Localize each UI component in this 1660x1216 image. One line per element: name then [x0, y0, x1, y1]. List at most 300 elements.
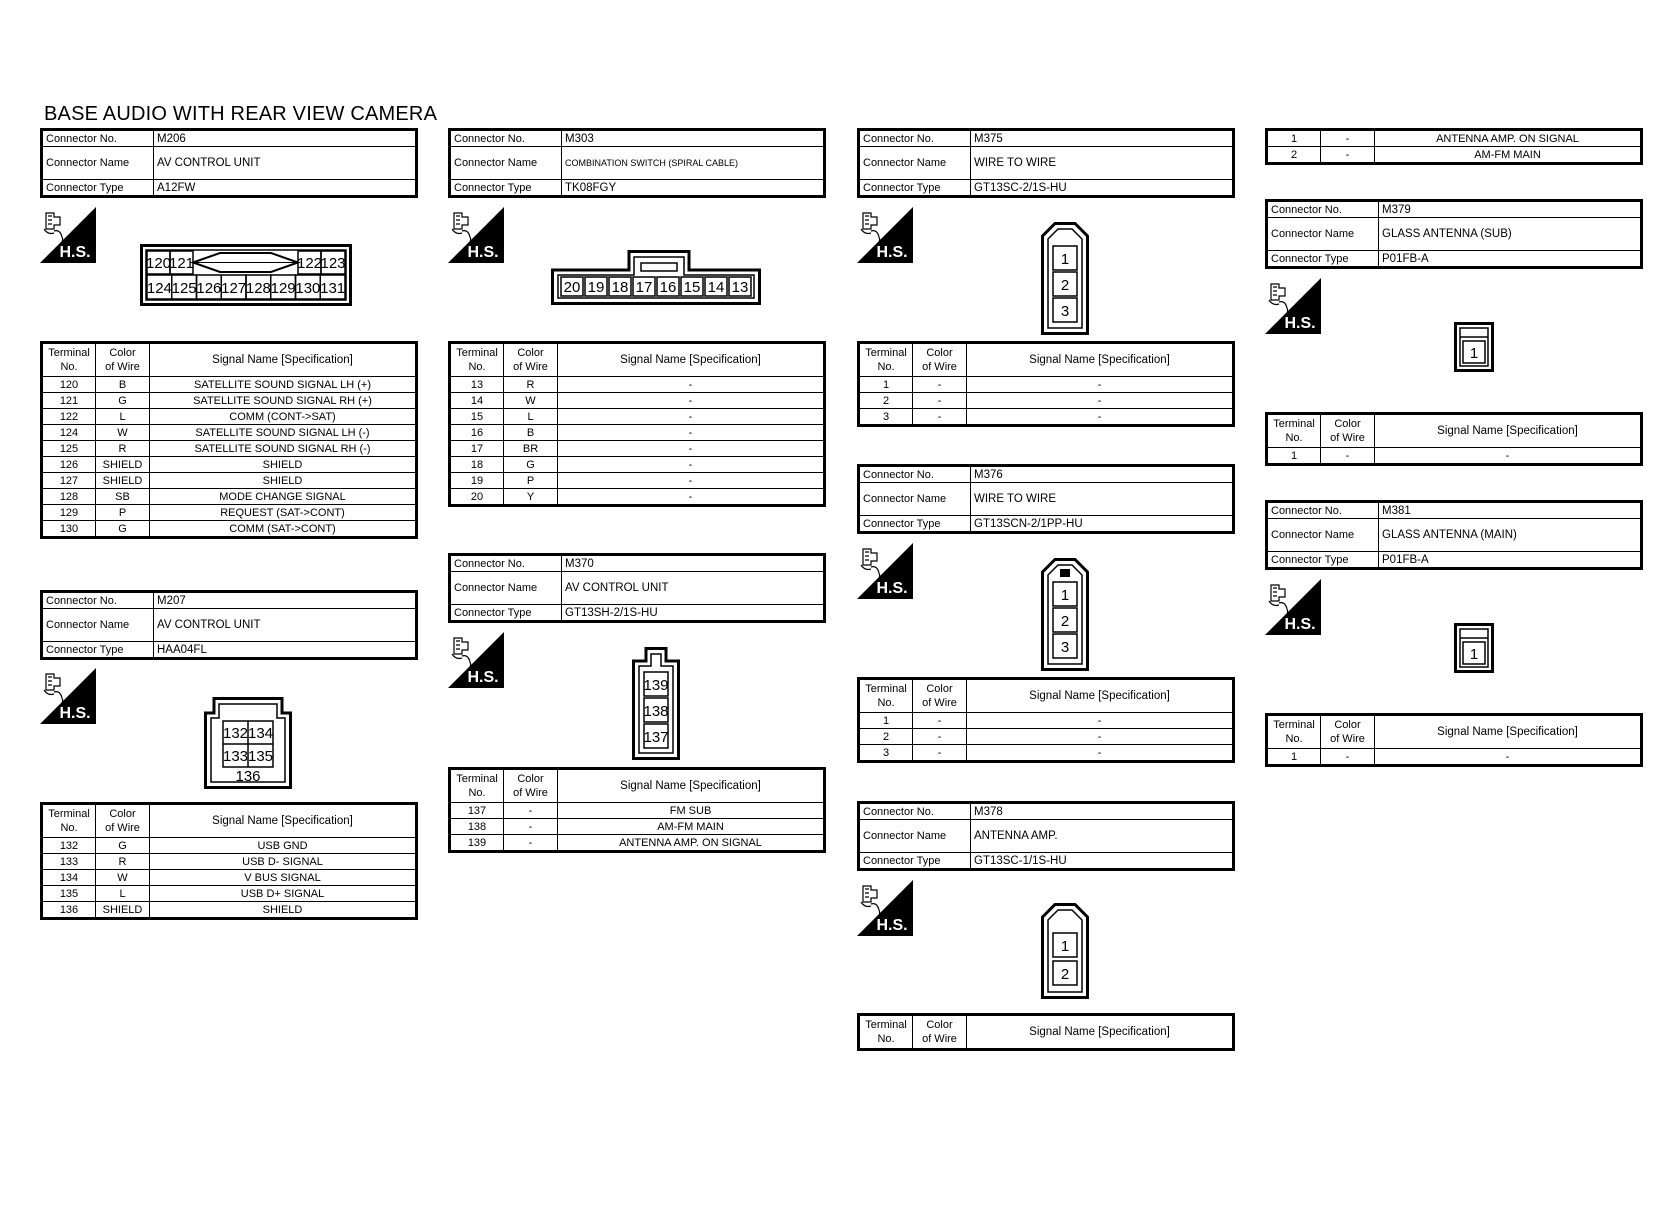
color-of-wire-header: Color of Wire	[504, 343, 558, 377]
connector-name-value: ANTENNA AMP.	[971, 820, 1234, 853]
terminal-no-cell: 134	[42, 870, 96, 886]
wire-color-cell: -	[913, 409, 967, 426]
wire-color-cell: BR	[504, 441, 558, 457]
terminal-no-cell: 137	[450, 803, 504, 819]
connector-name-label: Connector Name	[1267, 519, 1379, 552]
connector-no-value: M378	[971, 803, 1234, 820]
connector-block-m206	[40, 128, 418, 198]
connector-name-label: Connector Name	[859, 820, 971, 853]
pin-label: 2	[1060, 277, 1070, 294]
connector-no-value: M381	[1379, 502, 1642, 519]
terminal-table	[40, 802, 418, 920]
signal-name-cell: COMM (CONT->SAT)	[150, 409, 417, 425]
harness-side-icon	[857, 207, 913, 263]
wire-color-cell: W	[96, 870, 150, 886]
connector-block-m378	[857, 801, 1235, 871]
connector-type-label: Connector Type	[450, 180, 562, 197]
table-row	[42, 441, 417, 457]
connector-no-label: Connector No.	[859, 130, 971, 147]
connector-name-value: AV CONTROL UNIT	[154, 609, 417, 642]
signal-name-cell: COMM (SAT->CONT)	[150, 521, 417, 538]
signal-name-cell: FM SUB	[558, 803, 825, 819]
connector-name-label: Connector Name	[859, 147, 971, 180]
signal-name-cell: AM-FM MAIN	[558, 819, 825, 835]
table-row	[450, 835, 825, 852]
signal-name-cell: -	[558, 377, 825, 393]
wire-color-cell: B	[504, 425, 558, 441]
terminal-table	[857, 1013, 1235, 1051]
signal-name-cell: REQUEST (SAT->CONT)	[150, 505, 417, 521]
terminal-table	[448, 341, 826, 507]
pin-label: 138	[643, 703, 669, 720]
pin-label: 1	[1060, 938, 1070, 955]
pin-label: 139	[643, 677, 669, 694]
color-of-wire-header: Color of Wire	[96, 804, 150, 838]
terminal-no-cell: 16	[450, 425, 504, 441]
signal-name-cell: -	[558, 473, 825, 489]
signal-name-cell: -	[967, 745, 1234, 762]
connector-name-label: Connector Name	[1267, 218, 1379, 251]
wire-color-cell: -	[1321, 130, 1375, 147]
signal-name-header: Signal Name [Specification]	[150, 343, 417, 377]
connector-type-value: GT13SC-2/1S-HU	[971, 180, 1234, 197]
wire-color-cell: -	[913, 713, 967, 729]
table-row	[450, 377, 825, 393]
terminal-table	[40, 341, 418, 539]
wire-color-cell: -	[1321, 749, 1375, 766]
table-row	[859, 713, 1234, 729]
terminal-no-header: Terminal No.	[42, 343, 96, 377]
connector-type-value: P01FB-A	[1379, 251, 1642, 268]
connector-info-table	[40, 128, 418, 198]
connector-no-value: M379	[1379, 201, 1642, 218]
terminal-no-header: Terminal No.	[1267, 715, 1321, 749]
table-row	[42, 886, 417, 902]
wire-color-cell: G	[96, 521, 150, 538]
signal-name-cell: -	[967, 729, 1234, 745]
terminal-no-header: Terminal No.	[859, 1015, 913, 1050]
signal-name-cell: -	[1375, 749, 1642, 766]
connector-name-label: Connector Name	[859, 483, 971, 516]
wire-color-cell: G	[96, 393, 150, 409]
connector-diagram-m207	[204, 697, 292, 789]
signal-name-cell: -	[967, 713, 1234, 729]
terminal-table	[857, 341, 1235, 427]
svg-text:H.S.: H.S.	[59, 244, 91, 261]
connector-info-table	[40, 590, 418, 660]
connector-block-m376	[857, 464, 1235, 534]
connector-name-value: GLASS ANTENNA (MAIN)	[1379, 519, 1642, 552]
terminal-no-cell: 125	[42, 441, 96, 457]
color-of-wire-header: Color of Wire	[1321, 414, 1375, 448]
terminal-no-cell: 14	[450, 393, 504, 409]
terminal-table-m378-continued	[1265, 128, 1643, 165]
connector-info-table	[857, 128, 1235, 198]
wire-color-cell: -	[913, 745, 967, 762]
wire-color-cell: L	[96, 886, 150, 902]
pin-label: 130	[295, 280, 321, 297]
wire-color-cell: -	[913, 377, 967, 393]
harness-side-icon	[40, 668, 96, 724]
connector-diagram-m381	[1454, 623, 1494, 673]
terminal-no-cell: 128	[42, 489, 96, 505]
terminal-table-m381	[1265, 713, 1643, 767]
harness-side-icon	[448, 632, 504, 688]
pin-label: 13	[731, 279, 749, 296]
pin-label: 126	[196, 280, 222, 297]
connector-no-value: M370	[562, 555, 825, 572]
terminal-no-cell: 15	[450, 409, 504, 425]
connector-name-value: AV CONTROL UNIT	[154, 147, 417, 180]
signal-name-header: Signal Name [Specification]	[967, 1015, 1234, 1050]
signal-name-cell: -	[1375, 448, 1642, 465]
connector-name-label: Connector Name	[42, 147, 154, 180]
connector-type-value: GT13SH-2/1S-HU	[562, 605, 825, 622]
signal-name-cell: SATELLITE SOUND SIGNAL LH (-)	[150, 425, 417, 441]
connector-info-table	[1265, 199, 1643, 269]
table-row	[859, 377, 1234, 393]
terminal-table	[857, 677, 1235, 763]
terminal-no-cell: 1	[859, 713, 913, 729]
connector-type-value: A12FW	[154, 180, 417, 197]
table-row	[1267, 130, 1642, 147]
pin-label: 137	[643, 729, 669, 746]
signal-name-cell: -	[558, 425, 825, 441]
table-row	[450, 409, 825, 425]
pin-label: 14	[707, 279, 725, 296]
harness-side-icon	[857, 543, 913, 599]
connector-type-label: Connector Type	[1267, 251, 1379, 268]
pin-label: 19	[587, 279, 605, 296]
signal-name-cell: -	[558, 489, 825, 506]
svg-text:H.S.: H.S.	[1284, 616, 1316, 633]
signal-name-cell: USB GND	[150, 838, 417, 854]
signal-name-cell: SHIELD	[150, 902, 417, 919]
connector-type-label: Connector Type	[1267, 552, 1379, 569]
table-row	[450, 819, 825, 835]
pin-label: 1	[1469, 345, 1479, 362]
signal-name-cell: -	[967, 377, 1234, 393]
svg-text:H.S.: H.S.	[467, 669, 499, 686]
terminal-table	[1265, 128, 1643, 165]
table-row	[42, 489, 417, 505]
table-row	[42, 521, 417, 538]
connector-type-label: Connector Type	[859, 180, 971, 197]
table-row	[42, 377, 417, 393]
table-row	[42, 902, 417, 919]
terminal-no-header: Terminal No.	[859, 679, 913, 713]
terminal-table-m206	[40, 341, 418, 539]
terminal-no-cell: 136	[42, 902, 96, 919]
terminal-table-m378	[857, 1013, 1235, 1051]
terminal-no-cell: 1	[1267, 130, 1321, 147]
table-row	[450, 425, 825, 441]
connector-no-label: Connector No.	[859, 803, 971, 820]
connector-name-value: COMBINATION SWITCH (SPIRAL CABLE)	[562, 147, 825, 180]
connector-type-value: P01FB-A	[1379, 552, 1642, 569]
connector-type-value: TK08FGY	[562, 180, 825, 197]
terminal-table-m303	[448, 341, 826, 507]
signal-name-cell: SHIELD	[150, 457, 417, 473]
connector-type-label: Connector Type	[859, 516, 971, 533]
connector-diagram-m379	[1454, 322, 1494, 372]
wire-color-cell: -	[504, 835, 558, 852]
terminal-no-cell: 139	[450, 835, 504, 852]
color-of-wire-header: Color of Wire	[96, 343, 150, 377]
signal-name-cell: -	[558, 409, 825, 425]
table-row	[450, 489, 825, 506]
pin-label: 3	[1060, 303, 1070, 320]
signal-name-header: Signal Name [Specification]	[967, 343, 1234, 377]
wire-color-cell: B	[96, 377, 150, 393]
signal-name-cell: -	[558, 393, 825, 409]
connector-name-value: AV CONTROL UNIT	[562, 572, 825, 605]
signal-name-cell: SHIELD	[150, 473, 417, 489]
signal-name-cell: -	[558, 441, 825, 457]
connector-diagram-m206	[140, 244, 352, 306]
connector-no-value: M303	[562, 130, 825, 147]
wire-color-cell: -	[504, 819, 558, 835]
table-row	[450, 393, 825, 409]
connector-name-value: GLASS ANTENNA (SUB)	[1379, 218, 1642, 251]
terminal-no-cell: 124	[42, 425, 96, 441]
terminal-no-cell: 20	[450, 489, 504, 506]
connector-diagram-m378	[1041, 903, 1089, 999]
terminal-table-m379	[1265, 412, 1643, 466]
connector-no-value: M207	[154, 592, 417, 609]
signal-name-cell: ANTENNA AMP. ON SIGNAL	[558, 835, 825, 852]
terminal-no-cell: 18	[450, 457, 504, 473]
svg-text:H.S.: H.S.	[59, 705, 91, 722]
pin-label: 128	[245, 280, 271, 297]
color-of-wire-header: Color of Wire	[504, 769, 558, 803]
pin-label: 2	[1060, 613, 1070, 630]
table-row	[42, 393, 417, 409]
terminal-no-cell: 2	[1267, 147, 1321, 164]
connector-no-value: M376	[971, 466, 1234, 483]
connector-name-value: WIRE TO WIRE	[971, 147, 1234, 180]
connector-no-label: Connector No.	[859, 466, 971, 483]
connector-no-value: M206	[154, 130, 417, 147]
wire-color-cell: R	[96, 441, 150, 457]
table-row	[42, 409, 417, 425]
signal-name-cell: SATELLITE SOUND SIGNAL LH (+)	[150, 377, 417, 393]
pin-label: 18	[611, 279, 629, 296]
wire-color-cell: R	[96, 854, 150, 870]
connector-diagram-m376	[1041, 558, 1089, 671]
table-row	[42, 425, 417, 441]
terminal-no-cell: 130	[42, 521, 96, 538]
wire-color-cell: W	[504, 393, 558, 409]
signal-name-cell: V BUS SIGNAL	[150, 870, 417, 886]
svg-text:H.S.: H.S.	[467, 244, 499, 261]
table-row	[1267, 749, 1642, 766]
terminal-no-header: Terminal No.	[42, 804, 96, 838]
terminal-no-cell: 3	[859, 409, 913, 426]
connector-type-label: Connector Type	[42, 180, 154, 197]
table-row	[42, 854, 417, 870]
terminal-no-cell: 1	[1267, 749, 1321, 766]
wire-color-cell: W	[96, 425, 150, 441]
wire-color-cell: L	[96, 409, 150, 425]
pin-label: 121	[168, 255, 195, 272]
svg-text:H.S.: H.S.	[1284, 315, 1316, 332]
wire-color-cell: SHIELD	[96, 457, 150, 473]
connector-type-label: Connector Type	[859, 853, 971, 870]
connector-type-value: GT13SC-1/1S-HU	[971, 853, 1234, 870]
connector-type-value: HAA04FL	[154, 642, 417, 659]
pin-label: 3	[1060, 639, 1070, 656]
table-row	[859, 745, 1234, 762]
signal-name-cell: MODE CHANGE SIGNAL	[150, 489, 417, 505]
table-row	[42, 870, 417, 886]
signal-name-cell: -	[558, 457, 825, 473]
table-row	[859, 729, 1234, 745]
pin-label: 127	[221, 280, 247, 297]
connector-block-m370	[448, 553, 826, 623]
svg-text:H.S.: H.S.	[876, 917, 908, 934]
color-of-wire-header: Color of Wire	[913, 343, 967, 377]
terminal-no-cell: 120	[42, 377, 96, 393]
terminal-no-cell: 127	[42, 473, 96, 489]
table-row	[42, 838, 417, 854]
terminal-no-cell: 138	[450, 819, 504, 835]
signal-name-cell: ANTENNA AMP. ON SIGNAL	[1375, 130, 1642, 147]
pin-label: 133	[222, 748, 249, 765]
terminal-no-cell: 1	[859, 377, 913, 393]
pin-label: 134	[247, 725, 274, 742]
signal-name-header: Signal Name [Specification]	[1375, 414, 1642, 448]
terminal-table	[448, 767, 826, 853]
connector-block-m375	[857, 128, 1235, 198]
table-row	[450, 473, 825, 489]
table-row	[450, 441, 825, 457]
wire-color-cell: R	[504, 377, 558, 393]
signal-name-cell: AM-FM MAIN	[1375, 147, 1642, 164]
wire-color-cell: SHIELD	[96, 473, 150, 489]
pin-label: 123	[320, 255, 346, 272]
pin-label: 120	[145, 255, 172, 272]
signal-name-cell: -	[967, 393, 1234, 409]
terminal-no-cell: 129	[42, 505, 96, 521]
connector-no-label: Connector No.	[1267, 201, 1379, 218]
connector-no-label: Connector No.	[450, 130, 562, 147]
pin-label: 17	[635, 279, 653, 296]
table-row	[42, 473, 417, 489]
pin-label: 131	[320, 280, 346, 297]
svg-text:H.S.: H.S.	[876, 580, 908, 597]
wire-color-cell: P	[96, 505, 150, 521]
signal-name-cell: SATELLITE SOUND SIGNAL RH (-)	[150, 441, 417, 457]
wire-color-cell: G	[504, 457, 558, 473]
terminal-no-header: Terminal No.	[450, 343, 504, 377]
page-title: BASE AUDIO WITH REAR VIEW CAMERA	[44, 103, 438, 125]
connector-info-table	[448, 128, 826, 198]
signal-name-cell: USB D+ SIGNAL	[150, 886, 417, 902]
pin-label: 124	[146, 280, 172, 297]
connector-info-table	[857, 801, 1235, 871]
table-row	[859, 393, 1234, 409]
terminal-table	[1265, 412, 1643, 466]
table-row	[859, 409, 1234, 426]
signal-name-header: Signal Name [Specification]	[150, 804, 417, 838]
table-row	[450, 457, 825, 473]
connector-name-label: Connector Name	[450, 572, 562, 605]
terminal-no-cell: 122	[42, 409, 96, 425]
terminal-no-cell: 3	[859, 745, 913, 762]
connector-type-label: Connector Type	[450, 605, 562, 622]
connector-info-table	[448, 553, 826, 623]
terminal-table-m370	[448, 767, 826, 853]
table-row	[1267, 448, 1642, 465]
harness-side-icon	[1265, 278, 1321, 334]
terminal-table-m207	[40, 802, 418, 920]
pin-label: 135	[247, 748, 274, 765]
pin-label: 129	[270, 280, 296, 297]
connector-info-table	[857, 464, 1235, 534]
terminal-no-header: Terminal No.	[1267, 414, 1321, 448]
connector-type-value: GT13SCN-2/1PP-HU	[971, 516, 1234, 533]
terminal-no-header: Terminal No.	[859, 343, 913, 377]
table-row	[450, 803, 825, 819]
connector-diagram-m370	[632, 647, 680, 760]
connector-no-label: Connector No.	[42, 130, 154, 147]
connector-block-m303	[448, 128, 826, 198]
wire-color-cell: Y	[504, 489, 558, 506]
terminal-no-cell: 1	[1267, 448, 1321, 465]
pin-label: 132	[222, 725, 249, 742]
connector-info-table	[1265, 500, 1643, 570]
pin-label: 1	[1060, 251, 1070, 268]
pin-label: 1	[1469, 646, 1479, 663]
pin-label: 16	[659, 279, 677, 296]
terminal-table-m375	[857, 341, 1235, 427]
table-row	[1267, 147, 1642, 164]
connector-no-label: Connector No.	[42, 592, 154, 609]
table-row	[42, 457, 417, 473]
wire-color-cell: G	[96, 838, 150, 854]
connector-block-m207	[40, 590, 418, 660]
wire-color-cell: SB	[96, 489, 150, 505]
connector-name-label: Connector Name	[42, 609, 154, 642]
wire-color-cell: L	[504, 409, 558, 425]
terminal-no-cell: 133	[42, 854, 96, 870]
signal-name-header: Signal Name [Specification]	[558, 343, 825, 377]
connector-block-m379	[1265, 199, 1643, 269]
table-row	[42, 505, 417, 521]
connector-diagram-m375	[1041, 222, 1089, 335]
color-of-wire-header: Color of Wire	[1321, 715, 1375, 749]
pin-label: 1	[1060, 587, 1070, 604]
svg-text:H.S.: H.S.	[876, 244, 908, 261]
signal-name-header: Signal Name [Specification]	[1375, 715, 1642, 749]
terminal-no-cell: 132	[42, 838, 96, 854]
wire-color-cell: SHIELD	[96, 902, 150, 919]
signal-name-cell: SATELLITE SOUND SIGNAL RH (+)	[150, 393, 417, 409]
pin-label: 125	[171, 280, 197, 297]
terminal-no-header: Terminal No.	[450, 769, 504, 803]
terminal-no-cell: 19	[450, 473, 504, 489]
terminal-no-cell: 126	[42, 457, 96, 473]
connector-name-value: WIRE TO WIRE	[971, 483, 1234, 516]
connector-no-label: Connector No.	[450, 555, 562, 572]
pin-label: 2	[1060, 966, 1070, 983]
terminal-no-cell: 2	[859, 729, 913, 745]
terminal-no-cell: 13	[450, 377, 504, 393]
terminal-no-cell: 2	[859, 393, 913, 409]
connector-type-label: Connector Type	[42, 642, 154, 659]
pin-label: 20	[563, 279, 581, 296]
